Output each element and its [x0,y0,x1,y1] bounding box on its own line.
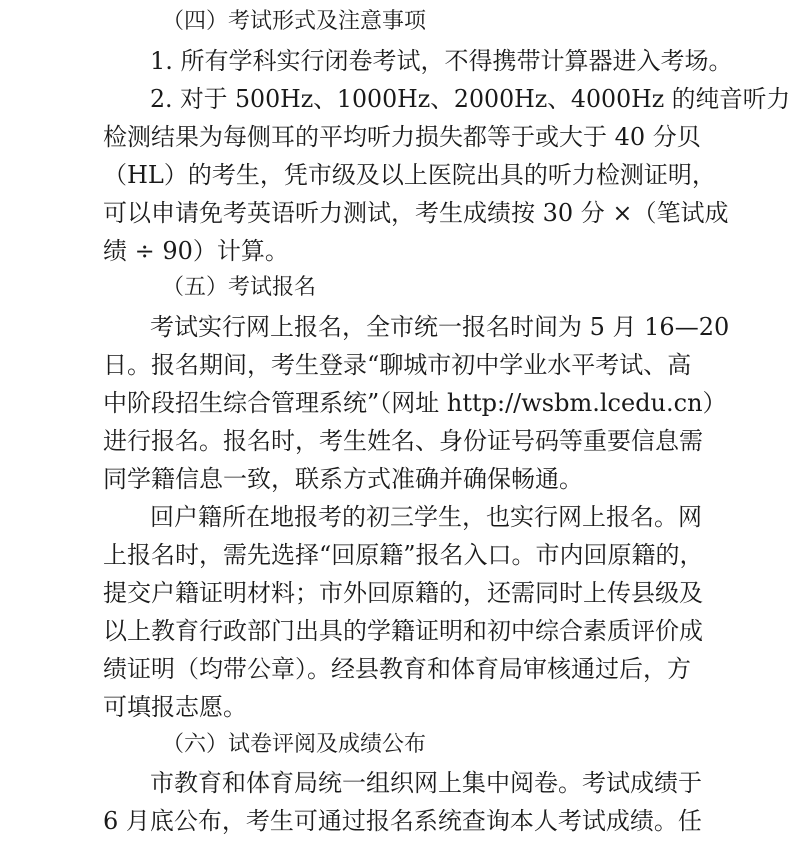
paragraph-line: 上报名时，需先选择“回原籍”报名入口。市内回原籍的， [103,541,704,569]
paragraph-line: 日。报名期间，考生登录“聊城市初中学业水平考试、高 [103,351,692,379]
paragraph-line: 进行报名。报名时，考生姓名、身份证号码等重要信息需 [103,427,703,455]
paragraph-line: 检测结果为每侧耳的平均听力损失都等于或大于 40 分贝 [103,123,701,151]
paragraph-line: 2. 对于 500Hz、1000Hz、2000Hz、4000Hz 的纯音听力 [150,85,791,113]
paragraph-line: 中阶段招生综合管理系统”（网址 http://wsbm.lcedu.cn） [103,389,727,417]
paragraph-line: 提交户籍证明材料；市外回原籍的，还需同时上传县级及 [103,579,703,607]
paragraph-line: 1. 所有学科实行闭卷考试，不得携带计算器进入考场。 [150,47,733,75]
paragraph-line: （HL）的考生，凭市级及以上医院出具的听力检测证明， [103,161,716,189]
paragraph-line: 以上教育行政部门出具的学籍证明和初中综合素质评价成 [103,617,703,645]
paragraph-line: 绩 ÷ 90）计算。 [103,237,289,265]
paragraph-line: 市教育和体育局统一组织网上集中阅卷。考试成绩于 [150,769,702,797]
paragraph-line: 6 月底公布，考生可通过报名系统查询本人考试成绩。任 [103,807,702,835]
section-heading-exam-format: （四）考试形式及注意事项 [162,9,427,34]
paragraph-line: 同学籍信息一致，联系方式准确并确保畅通。 [103,465,583,493]
paragraph-line: 可填报志愿。 [103,693,247,721]
paragraph-line: 回户籍所在地报考的初三学生，也实行网上报名。网 [150,503,702,531]
paragraph-line: 可以申请免考英语听力测试，考生成绩按 30 分 ×（笔试成 [103,199,729,227]
paragraph-line: 考试实行网上报名，全市统一报名时间为 5 月 16—20 [150,313,730,341]
paragraph-line: 绩证明（均带公章）。经县教育和体育局审核通过后，方 [103,655,691,683]
section-heading-registration: （五）考试报名 [162,275,317,300]
section-heading-grading: （六）试卷评阅及成绩公布 [162,732,427,757]
